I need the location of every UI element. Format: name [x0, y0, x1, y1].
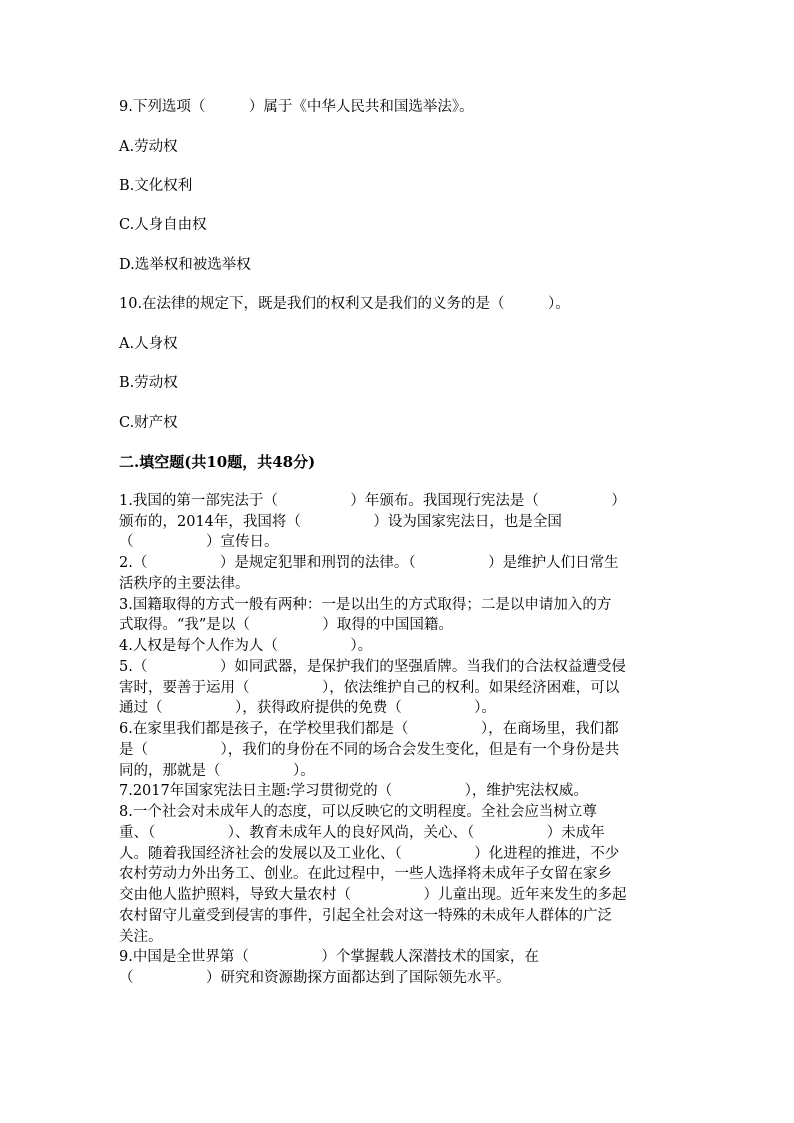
text-line: 害时，要善于运用（ ），依法维护自己的权利。如果经济困难，可以	[119, 680, 620, 696]
text-line: 活秩序的主要法律。	[119, 576, 250, 592]
question-10-option-b: B.劳动权	[119, 375, 178, 391]
text-line: 7.2017年国家宪法日主题:学习贯彻党的（ ），维护宪法权威。	[119, 783, 588, 799]
text-line: 重、（ ）、教育未成年人的良好风尚，关心、（ ）未成年	[119, 825, 605, 841]
text-line: 6.在家里我们都是孩子，在学校里我们都是（ ），在商场里，我们都	[119, 721, 619, 737]
question-10-stem: 10.在法律的规定下，既是我们的权利又是我们的义务的是（ ）。	[119, 296, 570, 312]
question-10-option-c: C.财产权	[119, 415, 178, 431]
text-line: 2.（ ）是规定犯罪和刑罚的法律。（ ）是维护人们日常生	[119, 555, 619, 571]
text-line: 颁布的，2014年，我国将（ ）设为国家宪法日，也是全国	[119, 514, 562, 530]
text-line: 关注。	[119, 929, 163, 945]
text-line: 农村劳动力外出务工、创业。在此过程中，一些人选择将未成年子女留在家乡	[119, 866, 612, 882]
text-line: （ ）宣传日。	[119, 534, 279, 550]
text-line: 交由他人监护照料，导致大量农村（ ）儿童出现。近年来发生的多起	[119, 887, 627, 903]
text-line: 同的，那就是（ ）。	[119, 763, 315, 779]
text-line: 人。随着我国经济社会的发展以及工业化、（ ）化进程的推进，不少	[119, 846, 620, 862]
text-line: 9.中国是全世界第（ ）个掌握载人深潜技术的国家，在	[119, 949, 539, 965]
question-9-option-b: B.文化权利	[119, 178, 193, 194]
text-line: 8.一个社会对未成年人的态度，可以反映它的文明程度。全社会应当树立尊	[119, 804, 597, 820]
text-line: 4.人权是每个人作为人（ ）。	[119, 638, 373, 654]
text-line: 1.我国的第一部宪法于（ ）年颁布。我国现行宪法是（ ）	[119, 493, 626, 509]
question-9-option-c: C.人身自由权	[119, 217, 207, 233]
text-line: 5.（ ）如同武器，是保护我们的坚强盾牌。当我们的合法权益遭受侵	[119, 659, 626, 675]
text-line: 通过（ ），获得政府提供的免费（ ）。	[119, 700, 496, 716]
text-line: 是（ ），我们的身份在不同的场合会发生变化，但是有一个身份是共	[119, 742, 620, 758]
question-9-option-a: A.劳动权	[119, 139, 178, 155]
question-9-stem: 9.下列选项（ ）属于《中华人民共和国选举法》。	[119, 99, 474, 115]
question-10-option-a: A.人身权	[119, 336, 178, 352]
text-line: （ ）研究和资源勘探方面都达到了国际领先水平。	[119, 970, 511, 986]
text-line: 式取得。“我”是以（ ）取得的中国国籍。	[119, 617, 453, 633]
text-line: 3.国籍取得的方式一般有两种：一是以出生的方式取得；二是以申请加入的方	[119, 597, 612, 613]
section-heading: 二.填空题(共10题，共48分)	[119, 453, 316, 471]
question-9-option-d: D.选举权和被选举权	[119, 257, 251, 273]
text-line: 农村留守儿童受到侵害的事件，引起全社会对这一特殊的未成年人群体的广泛	[119, 908, 612, 924]
